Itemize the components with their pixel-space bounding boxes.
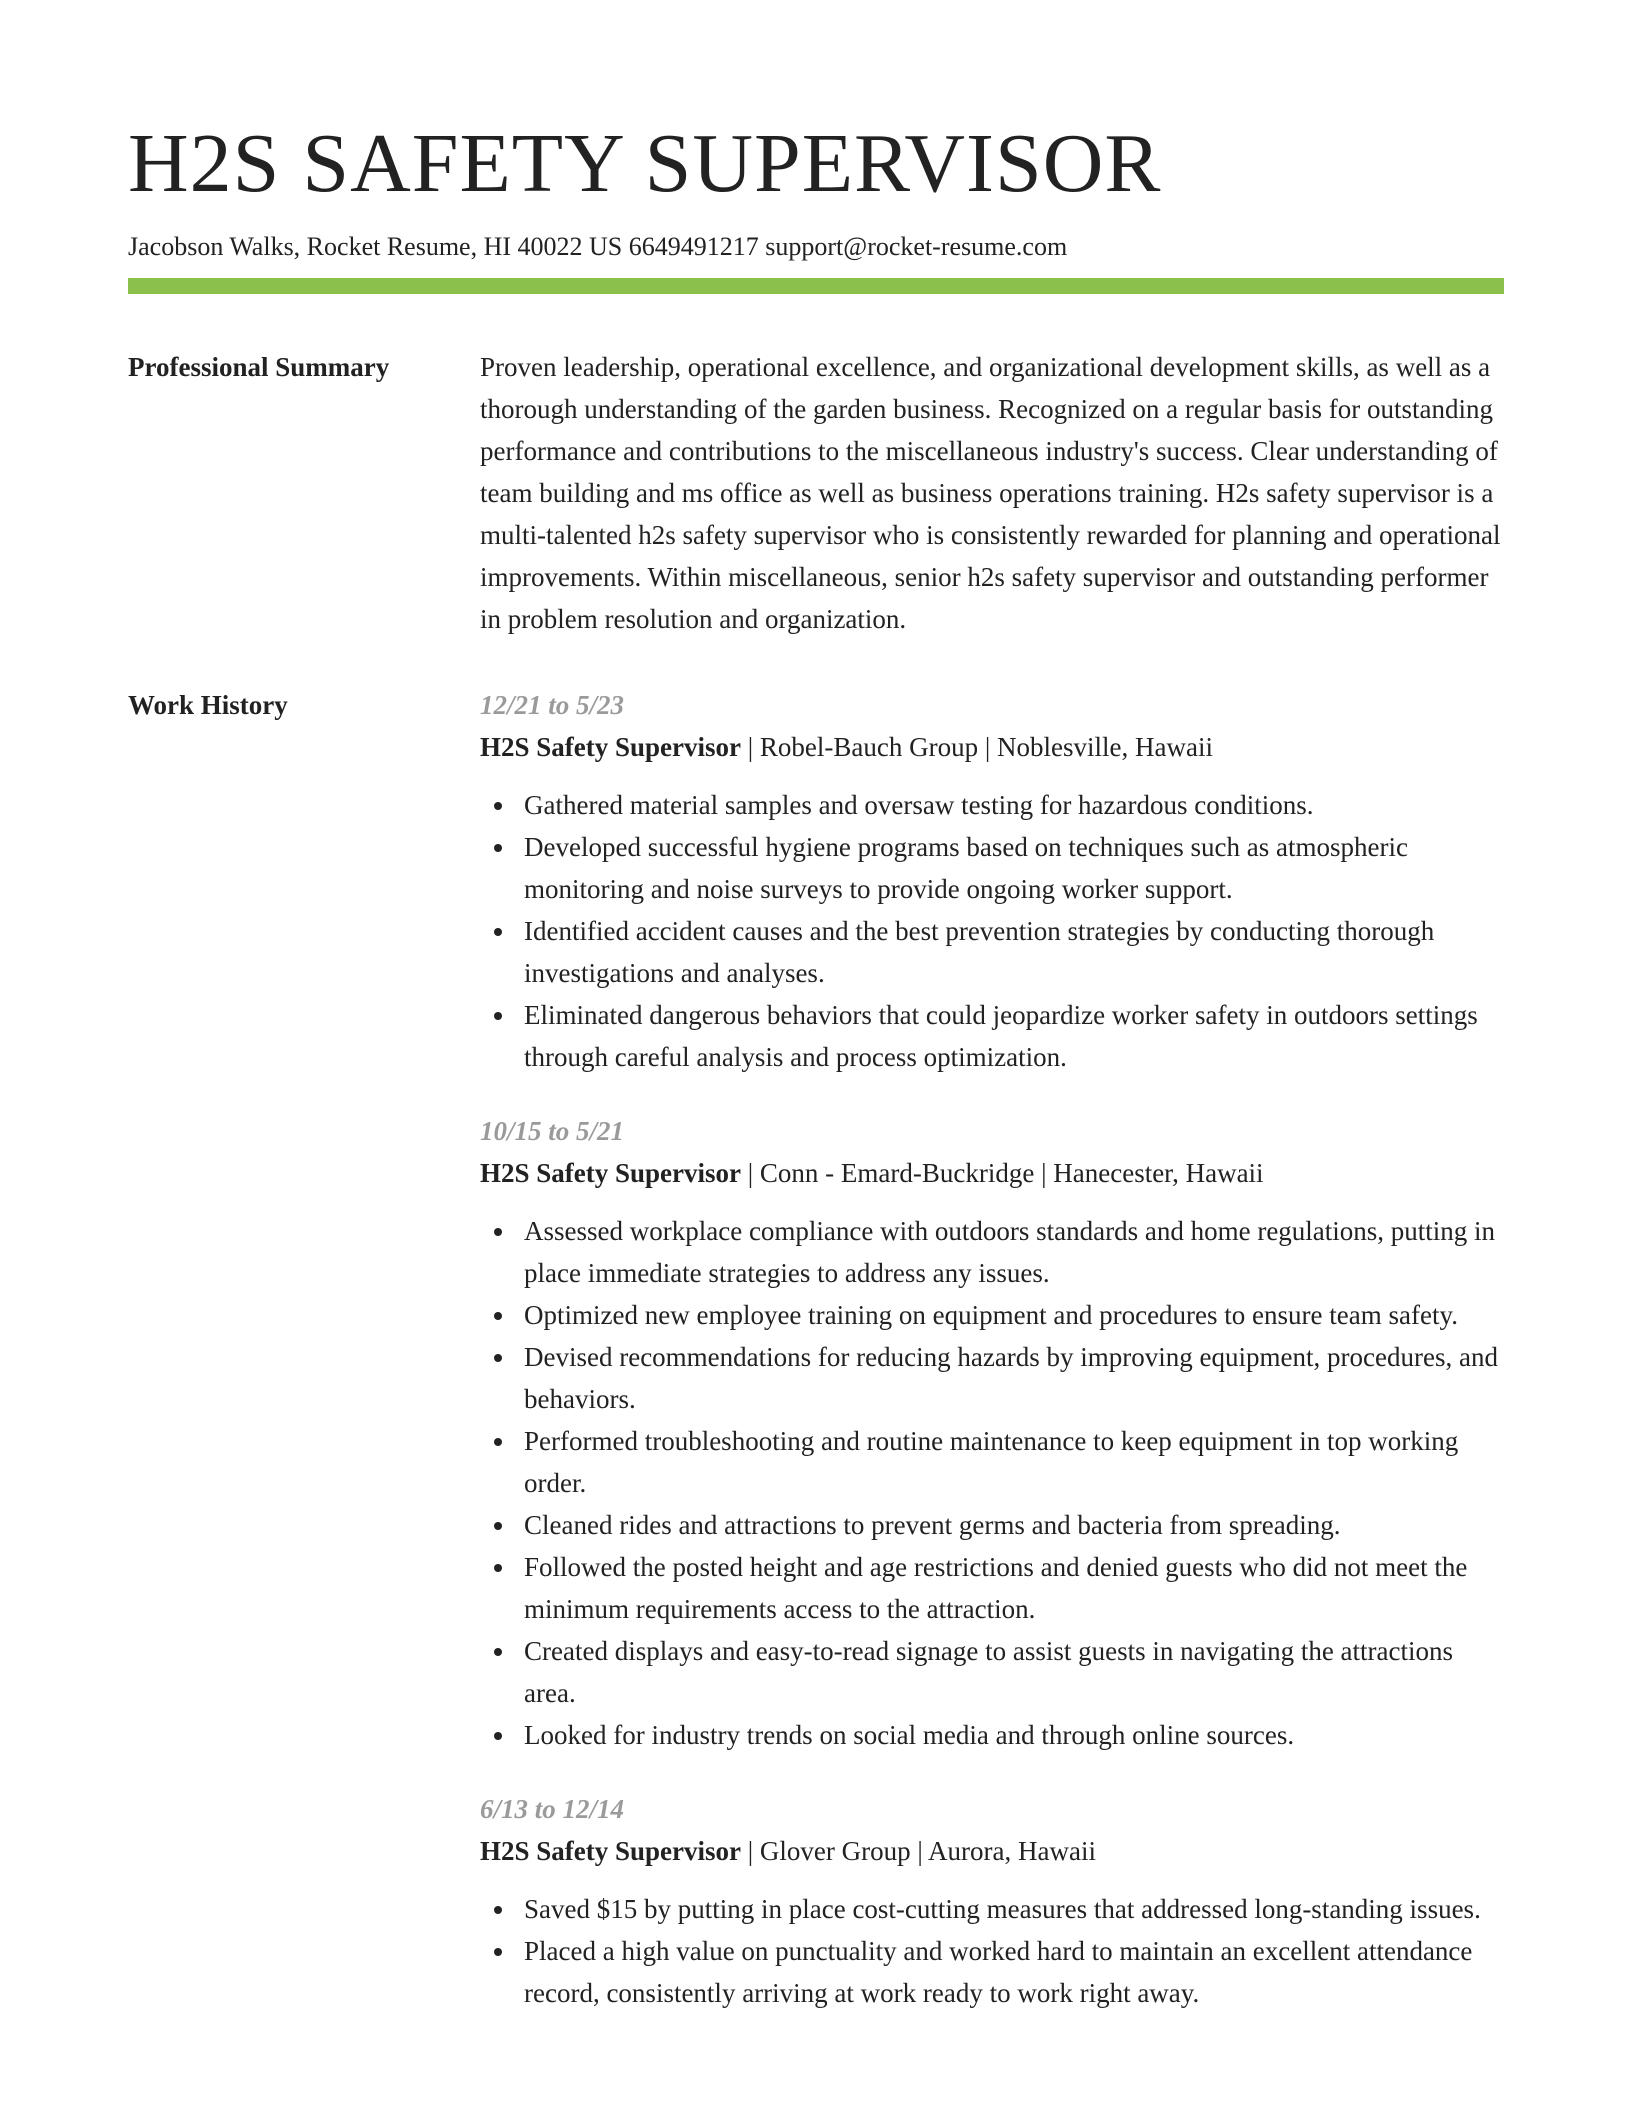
job-title-line <box>480 1830 1504 1872</box>
job-dates: 12/21 to 5/23 <box>480 690 625 721</box>
job-entry <box>480 1110 1504 1756</box>
work-history-section <box>128 684 1504 2014</box>
job-bullet: Created displays and easy-to-read signage to assist guests in navigating the attractions area. <box>480 1630 1504 1714</box>
job-dates: 6/13 to 12/14 <box>480 1794 625 1825</box>
job-details: | Robel-Bauch Group | Noblesville, Hawaii <box>741 732 1213 763</box>
work-history-list <box>480 684 1504 2014</box>
job-bullets <box>480 1888 1504 2014</box>
job-title-line <box>480 1152 1504 1194</box>
job-bullets <box>480 1210 1504 1756</box>
section-label-work-history: Work History <box>128 690 288 721</box>
job-dates: 10/15 to 5/21 <box>480 1116 625 1147</box>
job-bullet: Followed the posted height and age restrictions and denied guests who did not meet the minimum requirements access to the attraction. <box>480 1546 1504 1630</box>
job-title: H2S Safety Supervisor <box>480 1158 742 1189</box>
job-details: | Glover Group | Aurora, Hawaii <box>741 1836 1096 1867</box>
job-bullet: Identified accident causes and the best prevention strategies by conducting thorough investigations and analyses. <box>480 910 1504 994</box>
job-bullet: Eliminated dangerous behaviors that could jeopardize worker safety in outdoors settings through careful analysis and process optimization. <box>480 994 1504 1078</box>
job-bullet: Optimized new employee training on equipment and procedures to ensure team safety. <box>480 1294 1504 1336</box>
job-bullet: Developed successful hygiene programs based on techniques such as atmospheric monitoring and noise surveys to provide ongoing worker support. <box>480 826 1504 910</box>
job-bullet: Cleaned rides and attractions to prevent germs and bacteria from spreading. <box>480 1504 1504 1546</box>
job-bullet: Gathered material samples and oversaw testing for hazardous conditions. <box>480 784 1504 826</box>
header-divider <box>128 278 1504 294</box>
job-bullet: Performed troubleshooting and routine maintenance to keep equipment in top working order. <box>480 1420 1504 1504</box>
job-entry <box>480 1788 1504 2014</box>
professional-summary-section <box>128 346 1504 640</box>
job-bullet: Looked for industry trends on social media and through online sources. <box>480 1714 1504 1756</box>
job-title: H2S Safety Supervisor <box>480 732 742 763</box>
resume-name-heading: H2S SAFETY SUPERVISOR <box>128 117 1162 210</box>
job-bullets <box>480 784 1504 1078</box>
job-bullet: Devised recommendations for reducing hazards by improving equipment, procedures, and behaviors. <box>480 1336 1504 1420</box>
contact-line: Jacobson Walks, Rocket Resume, HI 40022 US 6649491217 support@rocket-resume.com <box>128 232 1068 262</box>
job-title-line <box>480 726 1504 768</box>
job-bullet: Placed a high value on punctuality and worked hard to maintain an excellent attendance record, consistently arriving at work ready to work right away. <box>480 1930 1504 2014</box>
section-label-summary: Professional Summary <box>128 352 390 383</box>
resume-page <box>128 118 1504 2014</box>
job-bullet: Assessed workplace compliance with outdoors standards and home regulations, putting in place immediate strategies to address any issues. <box>480 1210 1504 1294</box>
job-entry <box>480 684 1504 1078</box>
summary-text: Proven leadership, operational excellence, and organizational development skills, as well as a thorough understanding of the garden business. Recognized on a regular basis for outstanding performance and contributions to the miscellaneous industry's success. Clear understanding of team building and ms office as well as business operations training. H2s safety supervisor is a multi-talented h2s safety supervisor who is consistently rewarded for planning and operational improvements. Within miscellaneous, senior h2s safety supervisor and outstanding performer in problem resolution and organization. <box>480 352 1501 635</box>
job-bullet: Saved $15 by putting in place cost-cutting measures that addressed long-standing issues. <box>480 1888 1504 1930</box>
job-title: H2S Safety Supervisor <box>480 1836 742 1867</box>
job-details: | Conn - Emard-Buckridge | Hanecester, Hawaii <box>741 1158 1264 1189</box>
